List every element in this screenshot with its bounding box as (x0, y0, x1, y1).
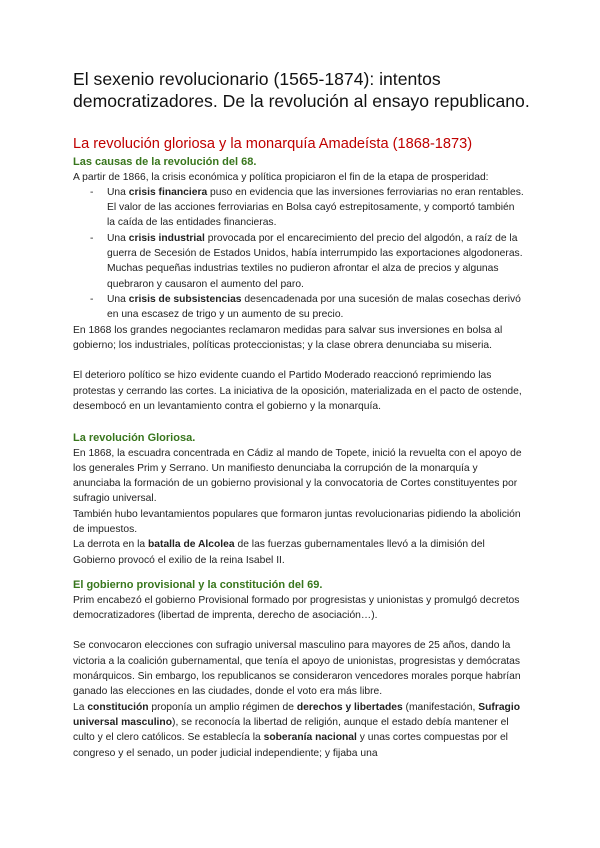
section-heading: La revolución gloriosa y la monarquía Amadeísta (1868-1873) (73, 136, 473, 152)
causes-heading: Las causas de la revolución del 68. (73, 156, 257, 168)
dash-marker: - (90, 186, 94, 198)
battle-bold: batalla de Alcolea (148, 539, 235, 551)
glorious-paragraph: También hubo levantamientos populares que formaron juntas revolucionarias pidiendo la abolición de impuestos. (73, 508, 521, 536)
provisional-section (73, 578, 525, 761)
list-item (73, 292, 525, 323)
dash-marker: - (90, 232, 94, 244)
provisional-paragraph: Prim encabezó el gobierno Provisional formado por progresistas y unionistas y promulgó decretos democratizadores (libertad de imprenta, derecho de asociación…). (73, 594, 520, 621)
constitution-paragraph: La constitución proponía un amplio régimen de derechos y libertades (manifestación, Sufragio universal masculino), se reconocía la libertad de religión, aunque el estado debía mantener el culto y el clero católicos. Se establecía la soberanía nacional y unas cortes compuestas por el congreso y el senado, un poder judicial independiente; y fijaba una (73, 701, 520, 759)
provisional-heading: El gobierno provisional y la constitución del 69. (73, 579, 323, 591)
provisional-paragraph: Se convocaron elecciones con sufragio universal masculino para mayores de 25 años, dando la victoria a la coalición gubernamental, que tenía el apoyo de unionistas, progresistas y demócratas monárquicos. Sin embargo, los republicanos se consideraron vencedores morales porque habrían ganado las elecciones en las ciudades, donde el voto era más libre. (73, 640, 521, 698)
list-item (73, 231, 525, 292)
glorious-paragraph: La derrota en la batalla de Alcolea de las fuerzas gubernamentales llevó a la dimisión del Gobierno provocó el exilio de la reina Isabel II. (73, 539, 485, 566)
causes-section (73, 155, 525, 414)
glorious-section (73, 431, 525, 568)
dash-marker: - (90, 293, 94, 305)
causes-intro: A partir de 1866, la crisis económica y política propiciaron el fin de la etapa de prosperidad: (73, 171, 489, 183)
bullet-bold: crisis financiera (128, 186, 208, 198)
causes-paragraph: En 1868 los grandes negociantes reclamaron medidas para salvar sus inversiones en bolsa al gobierno; los industriales, políticas proteccionistas; y la clase obrera denunciaba su miseria. (73, 324, 503, 351)
bullet-text: Una (107, 293, 129, 305)
bullet-bold: crisis de subsistencias (128, 293, 242, 305)
bullet-bold: crisis industrial (128, 232, 205, 244)
bullet-text: puso en evidencia que las inversiones ferroviarias no eran rentables. El valor de las acciones ferroviarias en Bolsa cayó estrepitosamente, y comportó también la caída de las entidades financieras. (107, 186, 524, 229)
glorious-paragraph: En 1868, la escuadra concentrada en Cádiz al mando de Topete, inició la revuelta con el apoyo de los generales Prim y Serrano. Un manifiesto denunciaba la corrupción de la monarquía y anunciaba la formación de un gobierno provisional y la convocatoria de Cortes constituyentes por sufragio universal. (73, 447, 522, 505)
causes-paragraph: El deterioro político se hizo evidente cuando el Partido Moderado reaccionó reprimiendo las protestas y cerrando las cortes. La iniciativa de la oposición, materializada en el pacto de ostende, desembocó en un levantamiento contra el gobierno y la monarquía. (73, 370, 522, 413)
bullet-text: Una (107, 186, 129, 198)
document-title: El sexenio revolucionario (1565-1874): intentos democratizadores. De la revolución al ensayo republicano. (73, 69, 530, 111)
causes-list (73, 185, 525, 323)
bullet-text: desencadenada por una sucesión de malas cosechas derivó en una escasez de trigo y un aumento de su precio. (107, 293, 521, 321)
bullet-text: provocada por el encarecimiento del precio del algodón, a raíz de la guerra de Secesión de Estados Unidos, había interrumpido las exportaciones algodoneras. Muchas pequeñas industrias textiles no pudieron afrontar el alza de precios y algunas quebraron y causaron el aumento del paro. (107, 232, 523, 290)
bullet-text: Una (107, 232, 129, 244)
glorious-heading: La revolución Gloriosa. (73, 432, 196, 444)
list-item (73, 185, 525, 231)
